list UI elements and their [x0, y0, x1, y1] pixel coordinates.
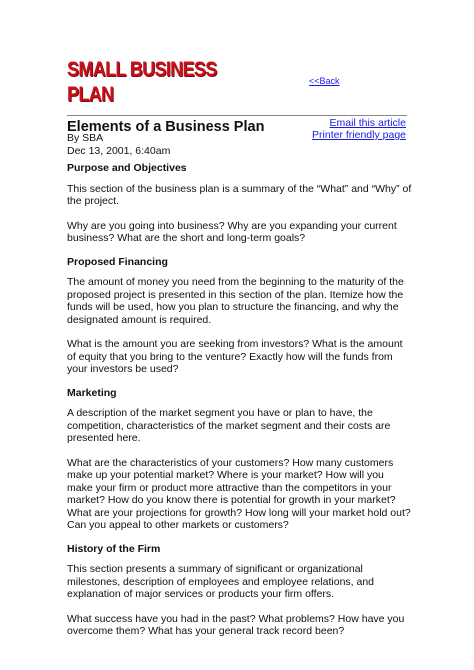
section-paragraph: The amount of money you need from the beginning to the maturity of the proposed project is presented in this section of the plan. Itemize how the funds will be used, how you plan to structure the financing, and why the designated amount is required. — [67, 276, 404, 326]
section-heading: History of the Firm — [67, 542, 161, 555]
section-paragraph: This section of the business plan is a summary of the “What” and “Why” of the project. — [67, 182, 412, 207]
article-title: Elements of a Business Plan — [67, 119, 265, 135]
section-heading: Proposed Financing — [67, 255, 168, 268]
back-link[interactable]: <<Back — [309, 76, 340, 86]
article-byline — [67, 132, 170, 158]
article-body — [67, 162, 412, 649]
section-heading: Marketing — [67, 386, 117, 399]
article-date: Dec 13, 2001, 6:40am — [67, 145, 171, 157]
site-logo — [67, 57, 217, 107]
section-paragraph: This section presents a summary of significant or organizational milestones, description of employees and employee relations, and explanation of major services or products your firm offers. — [67, 563, 375, 600]
section-paragraph: What are the characteristics of your customers? How many customers make up your potential market? Where is your market? How will you make your firm or product more attractive than the competitors in your market? How do you know there is potential for growth in your market? What are your projections for growth? How long will your market hold out? Can you appeal to other markets or customers? — [67, 456, 411, 531]
logo-line-2: PLAN — [67, 83, 114, 106]
section-paragraph: What success have you had in the past? What problems? How have you overcome them? What has your general track record been? — [67, 612, 405, 637]
section-paragraph: What is the amount you are seeking from investors? What is the amount of equity that you bring to the venture? Exactly how will the funds from your investors be used? — [67, 338, 403, 375]
email-article-link[interactable]: Email this article — [329, 117, 406, 129]
section-heading: Purpose and Objectives — [67, 162, 187, 174]
article-author: By SBA — [67, 132, 104, 144]
section-paragraph: A description of the market segment you have or plan to have, the competition, characteristics of the market segment and their costs are presented here. — [67, 407, 391, 444]
header-divider — [67, 115, 407, 116]
printer-friendly-link[interactable]: Printer friendly page — [312, 129, 406, 141]
section-paragraph: Why are you going into business? Why are you expanding your current business? What are the short and long-term goals? — [67, 219, 397, 244]
logo-line-1: SMALL BUSINESS — [67, 58, 217, 81]
article-actions — [312, 117, 406, 141]
